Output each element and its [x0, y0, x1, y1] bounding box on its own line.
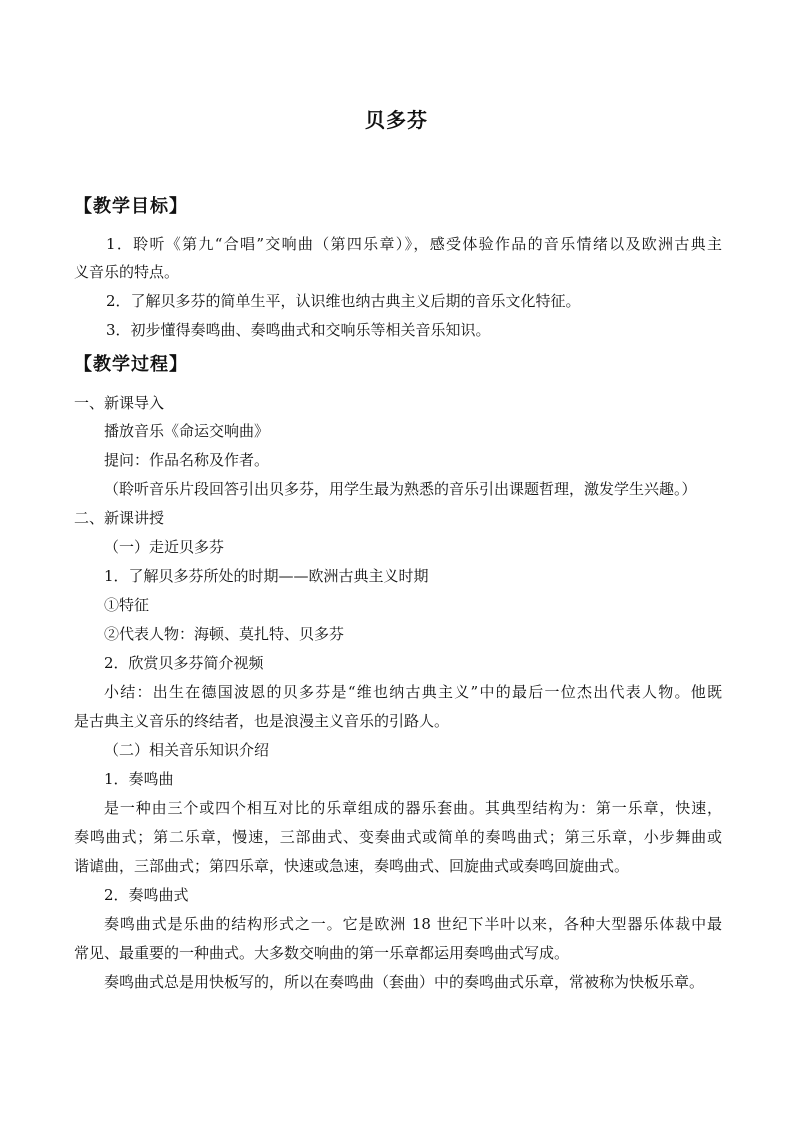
process-subheading: （一）走近贝多芬: [104, 538, 225, 556]
process-line: 是古典主义音乐的终结者，也是浪漫主义音乐的引路人。: [74, 712, 450, 730]
process-line: （聆听音乐片段回答引出贝多芬，用学生最为熟悉的音乐引出课题哲理，激发学生兴趣。）: [104, 480, 697, 498]
process-subheading: （二）相关音乐知识介绍: [104, 741, 270, 759]
process-line: ②代表人物：海顿、莫扎特、贝多芬: [104, 625, 345, 643]
process-line: ①特征: [104, 596, 150, 614]
process-line: 奏鸣曲式是乐曲的结构形式之一。它是欧洲 18 世纪下半叶以来，各种大型器乐体裁中最: [104, 915, 722, 933]
section-heading-objectives: 【教学目标】: [74, 196, 188, 217]
document-title: 贝多芬: [365, 108, 428, 132]
process-line-intro: 一、新课导入: [74, 394, 165, 412]
process-line: 2．欣赏贝多芬简介视频: [104, 654, 264, 672]
process-line: 1．了解贝多芬所处的时期——欧洲古典主义时期: [104, 567, 429, 585]
process-line: 奏鸣曲式总是用快板写的，所以在奏鸣曲（套曲）中的奏鸣曲式乐章，常被称为快板乐章。: [104, 973, 705, 991]
process-line: 奏鸣曲式；第二乐章，慢速，三部曲式、变奏曲式或简单的奏鸣曲式；第三乐章，小步舞曲或: [74, 828, 722, 846]
section-heading-process: 【教学过程】: [74, 354, 188, 375]
process-line: 常见、最重要的一种曲式。大多数交响曲的第一乐章都运用奏鸣曲式写成。: [74, 944, 570, 962]
objective-line-1-cont: 义音乐的特点。: [74, 263, 180, 281]
process-line: 谐谑曲，三部曲式；第四乐章，快速或急速，奏鸣曲式、回旋曲式或奏鸣回旋曲式。: [74, 857, 630, 875]
process-line: 是一种由三个或四个相互对比的乐章组成的器乐套曲。其典型结构为：第一乐章，快速，: [104, 799, 722, 817]
process-line: 播放音乐《命运交响曲》: [104, 422, 270, 440]
process-line: 2．奏鸣曲式: [104, 886, 189, 904]
process-line: 提问：作品名称及作者。: [104, 451, 270, 469]
objective-line-3: 3．初步懂得奏鸣曲、奏鸣曲式和交响乐等相关音乐知识。: [106, 321, 491, 339]
process-line-teach: 二、新课讲授: [74, 509, 165, 527]
objective-line-1: 1．聆听《第九“合唱”交响曲（第四乐章）》，感受体验作品的音乐情绪以及欧洲古典主: [106, 235, 722, 253]
process-line: 1．奏鸣曲: [104, 770, 174, 788]
objective-line-2: 2．了解贝多芬的简单生平，认识维也纳古典主义后期的音乐文化特征。: [106, 292, 581, 310]
process-line: 小结：出生在德国波恩的贝多芬是“维也纳古典主义”中的最后一位杰出代表人物。他既: [104, 683, 722, 701]
